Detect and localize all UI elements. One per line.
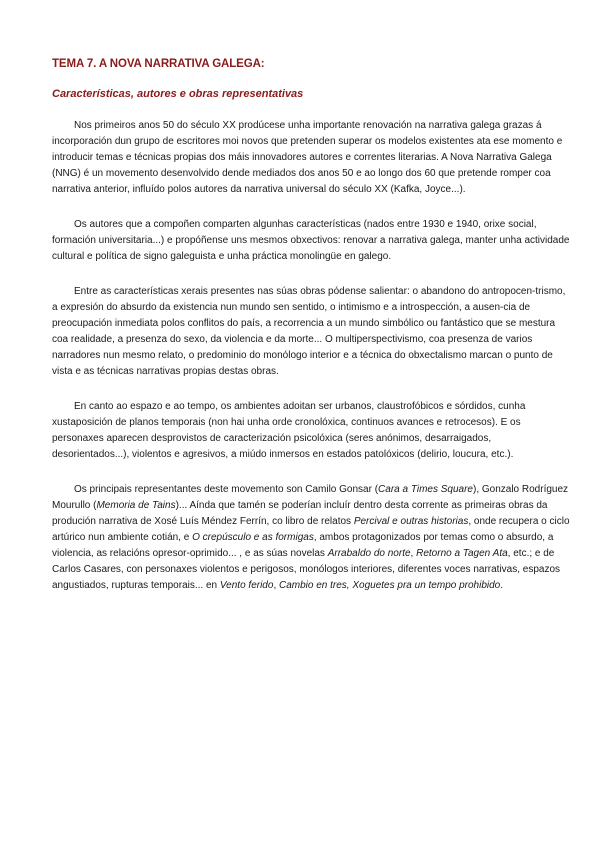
text-run: )... Aínda que tamén se poderían incluír dentro desta corrente as primeiras obras da produción narrativa de Xosé Luís Méndez Ferrín, co libro de relatos — [52, 500, 548, 527]
italic-title: Vento ferido — [219, 580, 274, 591]
text-run: ), Gonzalo Rodríguez Mourullo ( — [52, 484, 569, 511]
page-title: TEMA 7. A NOVA NARRATIVA GALEGA: — [52, 58, 265, 70]
body-text — [52, 118, 570, 594]
text-run: , etc.; e de Carlos Casares, con personaxes violentos e perigosos, monólogos interiores, diferentes voces narrativas, espazos angustiados, rupturas temporais... en — [52, 548, 561, 591]
italic-title: Retorno a Tagen Ata — [416, 548, 508, 559]
text-run: Os principais representantes deste movemento son Camilo Gonsar ( — [74, 484, 379, 495]
paragraph-5 — [52, 482, 570, 594]
italic-title: Percival e outras historias — [353, 516, 469, 527]
paragraph-3 — [52, 284, 570, 380]
text-run: Nos primeiros anos 50 do século XX prodúcese unha importante renovación na narrativa galega grazas á incorporación dun grupo de escritores moi novos que pretenden superar os modelos existentes ata ese momento e introducir temas e técnicas propias dos máis innovadores autores e correntes literarias. A Nova Narrativa Galega (NNG) é un movemento desenvolvido dende mediados dos anos 50 e ao longo dos 60 que pretende romper coa narrativa anterior, influído polos autores da narrativa universal do século XX (Kafka, Joyce...). — [52, 120, 563, 195]
italic-title: Cara a Times Square — [378, 484, 473, 495]
text-run: En canto ao espazo e ao tempo, os ambientes adoitan ser urbanos, claustrofóbicos e sórdidos, cunha xustaposición de planos temporais (non hai unha orde cronolóxica, continuos avances e retrocesos). E os personaxes aparecen desprovistos de caracterización psicolóxica (seres anónimos, desarraigados, desorientados...), violentos e agresivos, a miúdo inmersos en estados patolóxicos (delirio, loucura, etc.). — [52, 401, 526, 460]
italic-title: O crepúsculo e as formigas — [192, 532, 314, 543]
paragraph-2 — [52, 217, 570, 265]
text-run: , — [273, 580, 279, 591]
paragraph-1 — [52, 118, 570, 198]
text-run: , onde recupera o ciclo artúrico nun ambiente cotián, e — [52, 516, 570, 543]
text-run: Entre as características xerais presentes nas súas obras pódense salientar: o abandono do antropocen-trismo, a expresión do absurdo da existencia nun mundo sen sentido, o intimismo e a introspección, a ausen-cia de preocupación inmediata polos conflitos do país, a recorrencia a un mundo simbólico ou fantástico que se mestura coa realidade, a presenza do sexo, da violencia e da morte... O multiperspectivismo, coa presenza de varios narradores nun mesmo relato, o predominio do monólogo interior e a técnica do obxectalismo marcan o punto de vista e as técnicas narrativas propias destas obras. — [52, 286, 566, 377]
text-run: , ambos protagonizados por temas como o absurdo, a violencia, as relacións opresor-oprimido... , e as súas novelas — [52, 532, 554, 559]
text-run: , — [410, 548, 417, 559]
page-subtitle: Características, autores e obras representativas — [52, 88, 304, 100]
italic-title: Memoria de Tains — [96, 500, 176, 511]
text-run: Os autores que a compoñen comparten algunhas características (nados entre 1930 e 1940, orixe social, formación universitaria...) e propóñense uns mesmos obxectivos: renovar a narrativa galega, manter unha actividade cultural e política de signo galeguista e unha práctica monolingüe en galego. — [52, 219, 570, 262]
text-run: . — [500, 580, 504, 591]
italic-title: Cambio en tres, Xoguetes pra un tempo prohibido — [279, 580, 501, 591]
paragraph-4 — [52, 399, 570, 463]
italic-title: Arrabaldo do norte — [327, 548, 411, 559]
